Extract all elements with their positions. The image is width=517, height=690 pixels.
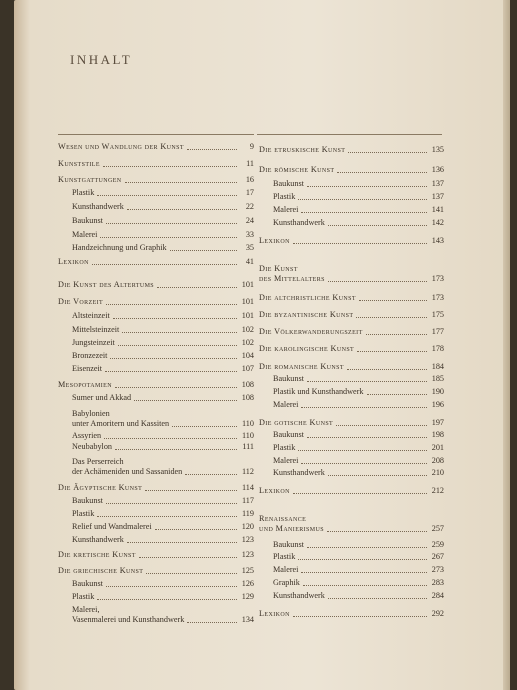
toc-entry [58,142,254,152]
toc-entry [273,565,444,575]
toc-entry [72,188,254,198]
toc-entry [58,297,254,307]
toc-entry-title: Malerei, Vasenmalerei und Kunsthandwerk [72,605,185,624]
dot-leader [113,318,237,319]
toc-entry [259,609,444,619]
toc-entry [72,325,254,335]
toc-entry [72,431,254,441]
dot-leader [298,450,427,451]
toc-entry [273,374,444,384]
toc-entry-title: Assyrien [72,431,102,440]
toc-page-number: 283 [431,578,444,587]
dot-leader [115,449,237,450]
dot-leader [110,358,237,359]
toc-entry-title: Kunstgattungen [58,175,122,184]
dot-leader [118,345,237,346]
toc-page-number: 259 [431,540,444,549]
toc-page-number: 137 [431,179,444,188]
toc-page-number: 273 [431,565,444,574]
toc-page-number: 173 [431,293,444,302]
toc-page-number: 102 [241,325,254,334]
dot-leader [106,223,237,224]
toc-entry [72,535,254,545]
toc-entry-title: Plastik [273,192,296,201]
toc-entry-title: Malerei [273,205,299,214]
toc-page-number: 142 [431,218,444,227]
toc-entry-title: Die griechische Kunst [58,566,144,575]
toc-entry [259,486,444,496]
toc-entry [72,393,254,403]
toc-entry-title: Kunsthandwerk [72,202,124,211]
toc-entry [259,264,444,284]
toc-page-number: 16 [245,175,254,184]
dot-leader [134,400,237,401]
toc-page-number: 110 [242,419,254,428]
toc-entry [72,351,254,361]
toc-page-number: 119 [242,509,254,518]
toc-entry [72,522,254,532]
toc-entry-title: Die Ägyptische Kunst [58,483,143,492]
toc-entry-title: Lexikon [259,486,290,495]
toc-entry [72,230,254,240]
toc-entry-title: Malerei [72,230,98,239]
toc-page-number: 267 [431,552,444,561]
dot-leader [359,300,427,301]
toc-page-number: 35 [245,243,254,252]
dot-leader [366,334,427,335]
toc-page-number: 210 [431,468,444,477]
dot-leader [348,152,427,153]
dot-leader [328,281,427,282]
toc-entry-title: Bronzezeit [72,351,108,360]
toc-entry [58,175,254,185]
toc-entry [72,409,254,429]
dot-leader [92,264,237,265]
toc-page-number: 134 [241,615,254,624]
toc-page-number: 135 [431,145,444,154]
toc-page-number: 129 [241,592,254,601]
toc-entry-title: Malerei [273,400,299,409]
toc-entry-title: Malerei [273,456,299,465]
toc-entry [273,218,444,228]
toc-entry [273,578,444,588]
toc-page-number: 104 [241,351,254,360]
dot-leader [170,250,237,251]
toc-entry [72,338,254,348]
toc-page-number: 108 [241,393,254,402]
toc-page-number: 178 [431,344,444,353]
dot-leader [187,622,237,623]
toc-entry [72,202,254,212]
toc-entry-title: Babylonien unter Amoritern und Kassiten [72,409,170,428]
toc-entry-title: Plastik [72,592,95,601]
toc-entry-title: Baukunst [72,216,103,225]
toc-entry-title: Kunsthandwerk [273,591,325,600]
toc-entry-title: Die karolingische Kunst [259,344,355,353]
dot-leader [298,559,427,560]
dot-leader [100,237,237,238]
toc-page-number: 120 [241,522,254,531]
dot-leader [328,475,427,476]
page-title: INHALT [70,52,133,67]
page-edge [503,0,510,690]
toc-entry [72,243,254,253]
toc-entry [58,483,254,493]
toc-page-number: 112 [242,467,254,476]
dot-leader [146,573,237,574]
dot-leader [293,493,427,494]
toc-page-number: 184 [431,362,444,371]
toc-page-number: 141 [431,205,444,214]
toc-entry [273,179,444,189]
dot-leader [106,586,237,587]
toc-page-number: 196 [431,400,444,409]
toc-page-number: 173 [431,274,444,283]
toc-entry [273,443,444,453]
toc-page-number: 110 [242,431,254,440]
dot-leader [106,304,237,305]
dot-leader [327,531,427,532]
toc-entry-title: Kunsthandwerk [273,468,325,477]
toc-entry-title: Die Kunst des Mittelalters [259,264,325,283]
dot-leader [293,243,427,244]
toc-entry-title: Graphik [273,578,300,587]
toc-page-number: 101 [241,280,254,289]
toc-entry-title: Die Kunst des Altertums [58,280,155,289]
toc-page-number: 125 [241,566,254,575]
dot-leader [145,490,237,491]
toc-entry [273,400,444,410]
toc-entry-title: Baukunst [273,179,304,188]
toc-page-number: 11 [246,159,254,168]
dot-leader [303,585,427,586]
dot-leader [139,557,237,558]
toc-entry-title: Kunsthandwerk [72,535,124,544]
toc-entry-title: Plastik [72,188,95,197]
toc-page-number: 17 [245,188,254,197]
toc-entry [72,605,254,625]
toc-entry [273,468,444,478]
dot-leader [97,516,237,517]
toc-entry-title: Baukunst [273,374,304,383]
toc-entry-title: Lexikon [259,236,290,245]
toc-entry [58,550,254,560]
toc-page-number: 284 [431,591,444,600]
toc-entry [273,430,444,440]
toc-entry [72,442,254,452]
toc-entry-title: Relief und Wandmalerei [72,522,152,531]
dot-leader [367,394,427,395]
toc-entry-title: Plastik [72,509,95,518]
toc-page-number: 190 [431,387,444,396]
toc-entry [58,257,254,267]
dot-leader [106,503,237,504]
toc-entry-title: Die etruskische Kunst [259,145,346,154]
toc-entry-title: Mesopotamien [58,380,112,389]
dot-leader [155,529,237,530]
book-page [14,0,510,690]
toc-entry [259,344,444,354]
toc-entry-title: Die kretische Kunst [58,550,136,559]
dot-leader [187,149,237,150]
toc-entry-title: Neubabylon [72,442,113,451]
toc-entry-title: Eisenzeit [72,364,103,373]
dot-leader [104,438,237,439]
toc-entry-title: Die Völkerwanderungszeit [259,327,363,336]
toc-entry [273,205,444,215]
dot-leader [337,172,427,173]
dot-leader [356,317,427,318]
toc-entry-title: Plastik und Kunsthandwerk [273,387,364,396]
toc-entry-title: Sumer und Akkad [72,393,132,402]
toc-entry [259,514,444,534]
toc-page-number: 137 [431,192,444,201]
toc-entry [72,579,254,589]
dot-leader [127,542,237,543]
toc-page-number: 102 [241,338,254,347]
toc-page-number: 201 [431,443,444,452]
toc-entry-title: Mittelsteinzeit [72,325,120,334]
toc-entry [273,387,444,397]
toc-page-number: 22 [245,202,254,211]
toc-entry [259,310,444,320]
toc-entry-title: Die romanische Kunst [259,362,344,371]
toc-page-number: 185 [431,374,444,383]
toc-entry-title: Lexikon [58,257,89,266]
toc-page-number: 101 [241,297,254,306]
toc-entry-title: Wesen und Wandlung der Kunst [58,142,184,151]
toc-page-number: 292 [431,609,444,618]
dot-leader [328,598,427,599]
toc-entry-title: Die byzantinische Kunst [259,310,354,319]
dot-leader [307,186,427,187]
top-rule-right [257,134,442,135]
toc-entry [259,327,444,337]
toc-page-number: 24 [245,216,254,225]
toc-page-number: 208 [431,456,444,465]
toc-page-number: 212 [431,486,444,495]
dot-leader [115,387,237,388]
dot-leader [105,371,237,372]
toc-entry [273,591,444,601]
dot-leader [185,474,237,475]
toc-entry-title: Plastik [273,552,296,561]
toc-page-number: 114 [242,483,254,492]
dot-leader [293,616,427,617]
toc-entry [259,362,444,372]
dot-leader [122,332,237,333]
toc-page-number: 126 [241,579,254,588]
dot-leader [103,166,237,167]
toc-entry [72,592,254,602]
toc-entry-title: Jungsteinzeit [72,338,115,347]
dot-leader [301,212,427,213]
toc-page-number: 117 [242,496,254,505]
toc-page-number: 9 [249,142,254,151]
dot-leader [125,182,237,183]
toc-page-number: 197 [431,418,444,427]
toc-page-number: 177 [431,327,444,336]
toc-entry-title: Die altchristliche Kunst [259,293,356,302]
toc-entry [58,159,254,169]
toc-page-number: 41 [245,257,254,266]
toc-entry [273,540,444,550]
toc-entry-title: Baukunst [72,579,103,588]
toc-page-number: 136 [431,165,444,174]
toc-entry [72,509,254,519]
dot-leader [172,426,237,427]
toc-entry-title: Plastik [273,443,296,452]
toc-entry-title: Handzeichnung und Graphik [72,243,167,252]
toc-entry-title: Malerei [273,565,299,574]
toc-entry-title: Kunsthandwerk [273,218,325,227]
toc-entry [259,293,444,303]
toc-page-number: 123 [241,550,254,559]
toc-entry [72,311,254,321]
toc-entry [259,236,444,246]
toc-entry [58,566,254,576]
dot-leader [301,407,427,408]
toc-entry [58,280,254,290]
toc-entry [72,457,254,477]
dot-leader [127,209,237,210]
toc-page-number: 33 [245,230,254,239]
toc-page-number: 101 [241,311,254,320]
toc-entry [259,165,444,175]
toc-entry [58,380,254,390]
dot-leader [301,572,427,573]
toc-entry [72,216,254,226]
toc-entry [273,456,444,466]
toc-entry [273,552,444,562]
toc-entry-title: Lexikon [259,609,290,618]
toc-entry-title: Die römische Kunst [259,165,335,174]
toc-entry [273,192,444,202]
dot-leader [307,381,427,382]
dot-leader [336,425,427,426]
toc-entry-title: Baukunst [72,496,103,505]
toc-entry [72,496,254,506]
toc-entry-title: Die Vorzeit [58,297,104,306]
toc-page-number: 111 [242,442,254,451]
toc-page-number: 108 [241,380,254,389]
toc-entry-title: Die gotische Kunst [259,418,334,427]
toc-entry [259,418,444,428]
dot-leader [328,225,427,226]
toc-page-number: 123 [241,535,254,544]
dot-leader [347,369,427,370]
toc-entry-title: Baukunst [273,430,304,439]
toc-page-number: 107 [241,364,254,373]
dot-leader [307,547,427,548]
toc-entry-title: Baukunst [273,540,304,549]
dot-leader [298,199,427,200]
toc-page-number: 143 [431,236,444,245]
toc-page-number: 175 [431,310,444,319]
toc-entry-title: Kunststile [58,159,100,168]
toc-entry-title: Altsteinzeit [72,311,110,320]
toc-entry-title: Das Perserreich der Achämeniden und Sassaniden [72,457,183,476]
dot-leader [357,351,427,352]
dot-leader [97,599,237,600]
toc-page-number: 257 [431,524,444,533]
top-rule-left [58,134,254,135]
dot-leader [157,287,237,288]
toc-entry-title: Renaissance und Manierismus [259,514,324,533]
dot-leader [97,195,237,196]
dot-leader [307,437,427,438]
toc-entry [72,364,254,374]
toc-entry [259,145,444,155]
toc-page-number: 198 [431,430,444,439]
dot-leader [301,463,427,464]
